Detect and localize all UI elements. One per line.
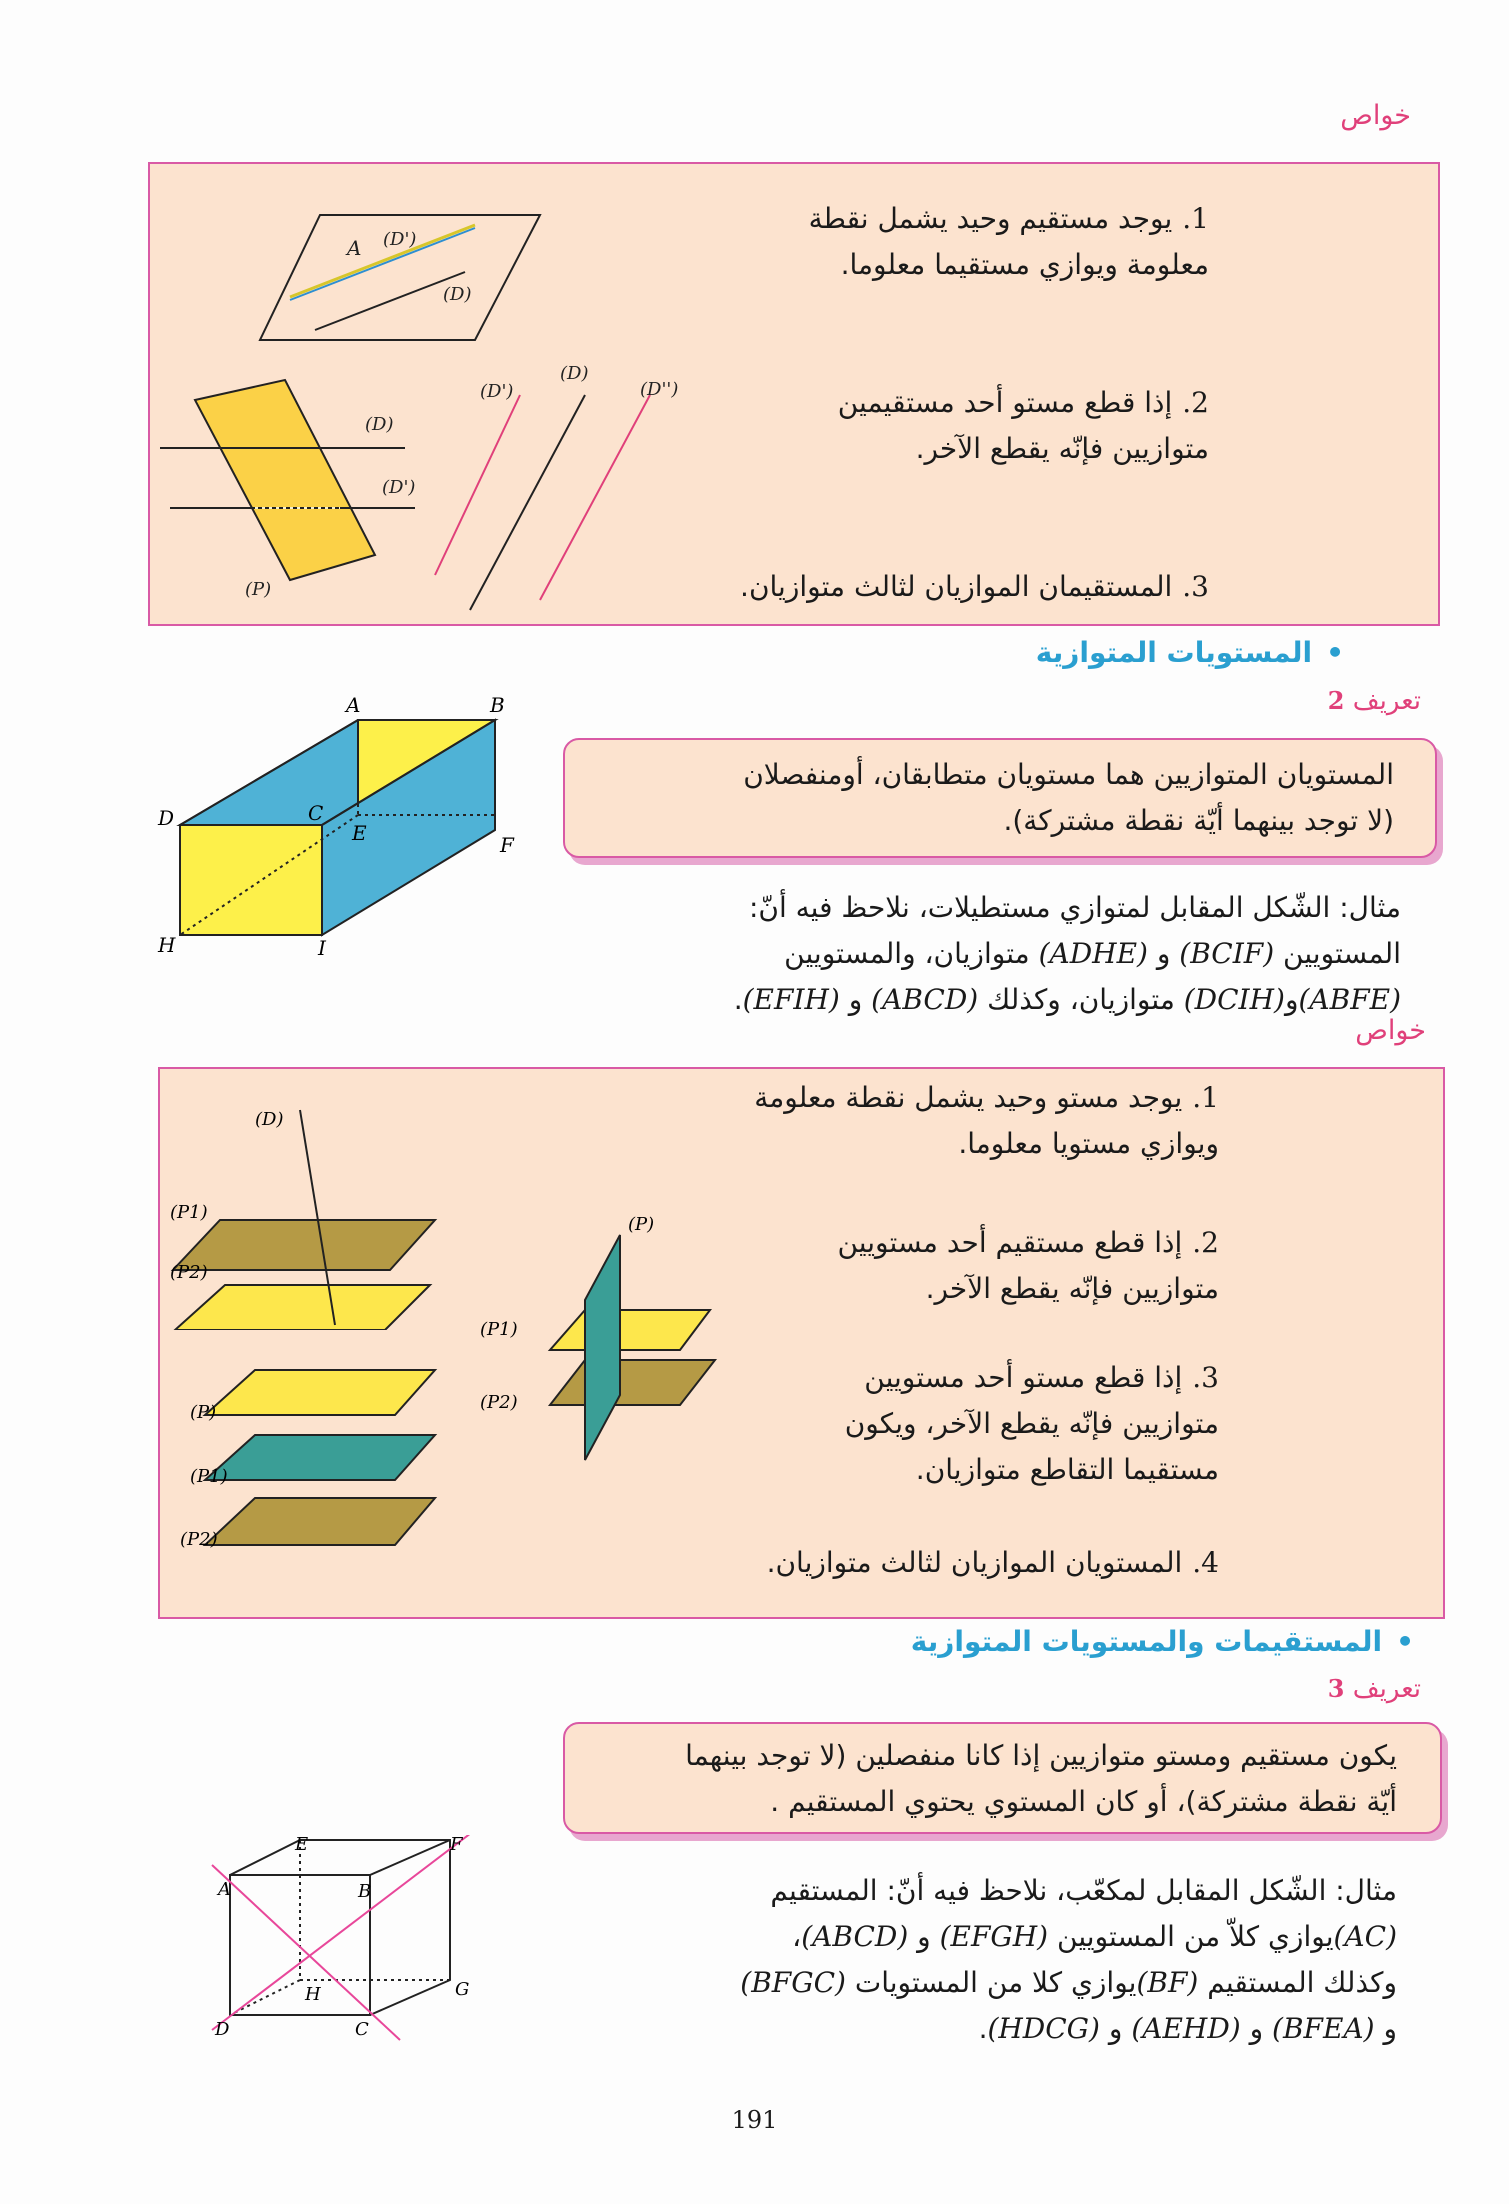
figure-plane-cuts-parallel-lines <box>160 375 430 615</box>
label-H: H <box>305 1984 321 2005</box>
label-Dpp: (D'') <box>640 379 679 400</box>
property-2-2: 2.إذا قطع مستقيم أحد مستويين متوازيين فإنّه يقطع الآخر. <box>837 1226 1219 1305</box>
figure-line-through-point <box>255 205 555 345</box>
definition-2-text: المستويان المتوازيين هما مستويان متطابقان، أومنفصلان (لا توجد بينهما أيّة نقطة مشتركة). <box>743 758 1394 837</box>
example-1-text: مثال: الشّكل المقابل لمتوازي مستطيلات، نلاحظ فيه أنّ: المستويين (BCIF) و (ADHE) متوازيان، والمستويين (ABFE)و(DCIH) متوازيان، وكذلك (ABCD) و (EFIH). <box>733 891 1401 1016</box>
property-1-1: 1.يوجد مستقيم وحيد يشمل نقطة معلومة ويوازي مستقيما معلوما. <box>808 202 1209 281</box>
label-A: A <box>347 236 362 260</box>
label-B: B <box>358 1881 372 1902</box>
label-P1: (P1) <box>190 1466 228 1487</box>
label-I: I <box>318 936 326 960</box>
figure-three-parallel-lines <box>425 355 705 615</box>
section-title-lines-and-planes: •المستقيمات والمستويات المتوازية <box>910 1625 1414 1658</box>
label-E: E <box>352 821 367 845</box>
label-P2: (P2) <box>170 1262 208 1283</box>
label-B: B <box>490 693 505 717</box>
label-F: F <box>450 1835 463 1855</box>
properties-heading-2: خواص <box>1355 1015 1426 1046</box>
page-number: 191 <box>731 2106 778 2134</box>
definition-3-label: تعريف 3 <box>1327 1674 1421 1704</box>
label-A: A <box>346 693 361 717</box>
label-P: (P) <box>245 579 272 600</box>
label-F: F <box>500 833 514 857</box>
label-P: (P) <box>190 1402 217 1423</box>
label-H: H <box>158 933 176 957</box>
label-P: (P) <box>628 1214 655 1235</box>
label-Dp: (D') <box>383 229 417 250</box>
property-2-1: 1.يوجد مستو وحيد يشمل نقطة معلومة ويوازي مستويا معلوما. <box>754 1081 1219 1160</box>
label-G: G <box>455 1979 470 2000</box>
label-D: (D) <box>365 414 394 435</box>
definition-2-label: تعريف 2 <box>1327 686 1421 716</box>
label-P2: (P2) <box>180 1529 218 1550</box>
property-2-3: 3.إذا قطع مستو أحد مستويين متوازيين فإنّه يقطع الآخر، ويكون مستقيما التقاطع متوازيان. <box>844 1361 1219 1486</box>
figure-plane-cuts-parallel-planes <box>470 1210 730 1470</box>
example-2-text: مثال: الشّكل المقابل لمكعّب، نلاحظ فيه أنّ: المستقيم (AC)يوازي كلاّ من المستويين (EFGH) و (ABCD)، وكذلك المستقيم (BF)يوازي كلا من المستويات (BFGC) و (BFEA) و (AEHD) و (HDCG). <box>740 1874 1397 2045</box>
label-D: (D) <box>443 284 472 305</box>
property-1-3: 3.المستقيمان الموازيان لثالث متوازيان. <box>740 570 1209 603</box>
figure-line-cuts-parallel-planes <box>165 1100 465 1330</box>
label-C: C <box>355 2019 369 2040</box>
label-P1: (P1) <box>480 1319 518 1340</box>
label-Dp: (D') <box>480 381 514 402</box>
property-2-4: 4.المستويان الموازيان لثالث متوازيان. <box>766 1546 1219 1579</box>
figure-three-parallel-planes <box>170 1360 450 1560</box>
property-1-2: 2.إذا قطع مستو أحد مستقيمين متوازيين فإنّه يقطع الآخر. <box>837 386 1209 465</box>
figure-cube <box>200 1835 480 2075</box>
label-C: C <box>308 801 324 825</box>
properties-heading-1: خواص <box>1340 100 1411 131</box>
label-D: (D) <box>255 1109 284 1130</box>
label-P2: (P2) <box>480 1392 518 1413</box>
label-P1: (P1) <box>170 1202 208 1223</box>
definition-3-text: يكون مستقيم ومستو متوازيين إذا كانا منفصلين (لا توجد بينهما أيّة نقطة مشتركة)، أو كان المستوي يحتوي المستقيم . <box>685 1739 1397 1818</box>
label-Dp: (D') <box>382 477 416 498</box>
label-E: E <box>295 1835 309 1855</box>
label-D: D <box>158 806 175 830</box>
label-A: A <box>218 1879 231 1900</box>
label-D: D <box>215 2019 230 2040</box>
section-title-parallel-planes: •المستويات المتوازية <box>1035 636 1344 669</box>
figure-rectangular-box <box>150 690 550 970</box>
label-D: (D) <box>560 363 589 384</box>
